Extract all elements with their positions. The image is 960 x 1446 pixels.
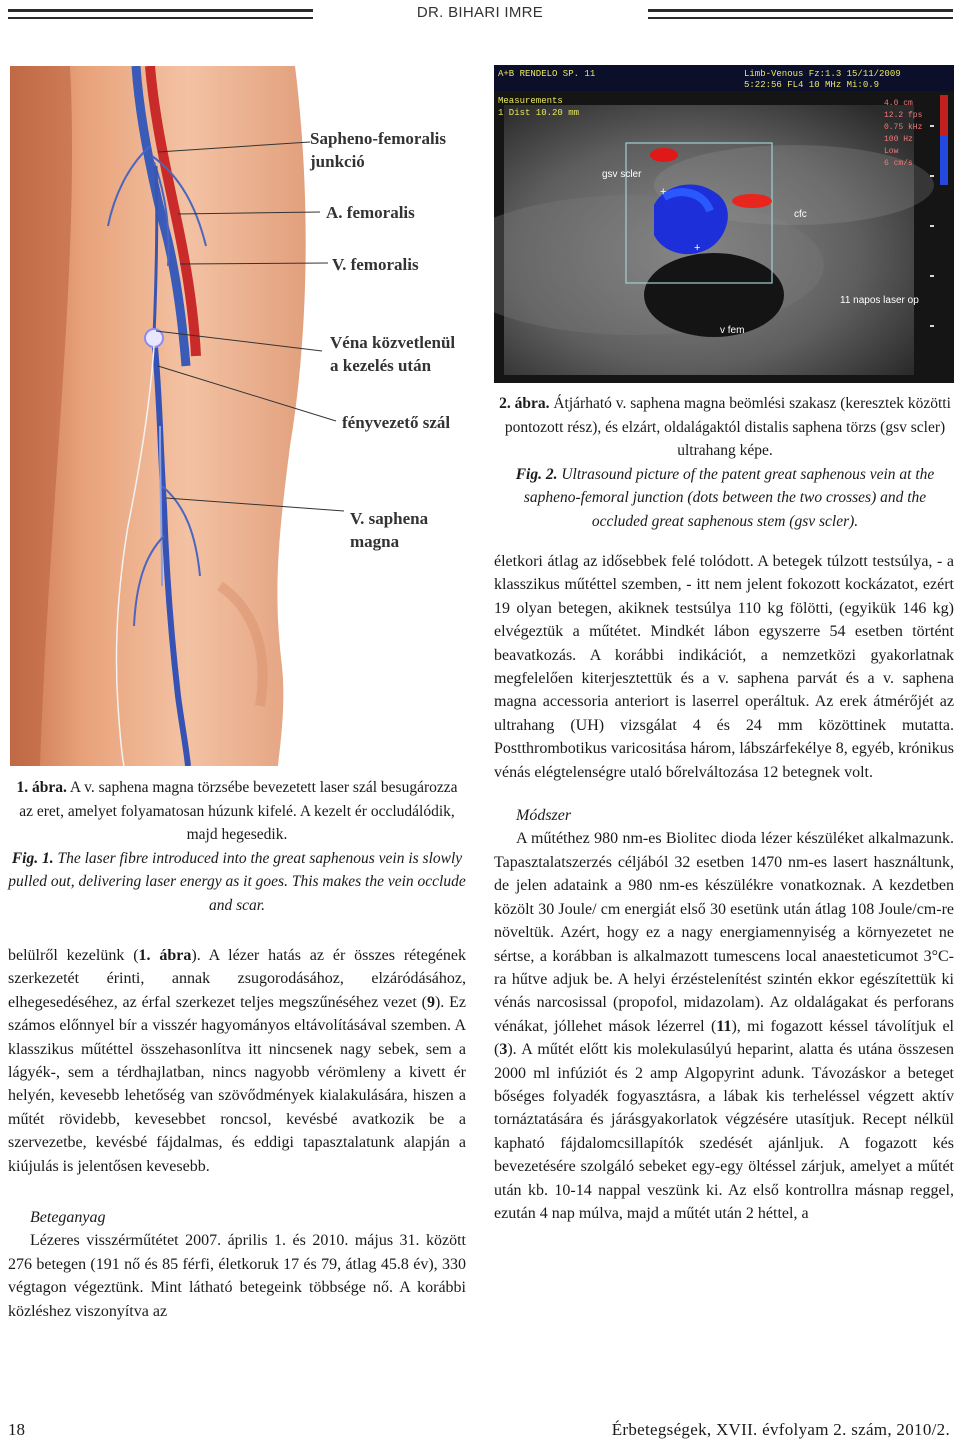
fig2-caption-en-label: Fig. 2. [515,465,558,483]
fig1-caption-en-label: Fig. 1. [11,849,54,867]
left-paragraph-2: Lézeres visszérműtétet 2007. április 1. és 2010. május 31. között 276 betegen (191 nő és 85 férfi, életkoruk 17 és 79, átlag 45.8 év), 330 végtagon végeztünk. Mint látható betegeink többsége nő. A korábbi közléshez viszonyítva az [8,1232,466,1320]
us-side-0: 4.0 cm [884,99,913,108]
label-v-saphena: V. saphena [350,509,429,528]
fig2-caption-hu: Átjárható v. saphena magna beömlési szakasz (keresztek közötti pontozott rész), és elzárt, oldalágaktól distalis saphena törzs (gsv scler) ultrahang képe. [504,395,951,459]
us-top-left: A+B RENDELO SP. 11 [498,69,596,79]
us-side-3: 100 Hz [884,135,913,144]
us-label-cfc: cfc [794,209,807,220]
us-top-right: Limb-Venous Fz:1.3 15/11/2009 [744,69,901,79]
fig1-caption-hu-label: 1. ábra. [16,779,67,796]
svg-text:+: + [694,242,701,254]
us-label-gsv: gsv scler [602,169,642,180]
section-heading-modszer: Módszer [516,807,572,825]
us-time: 5:22:56 FL4 10 MHz Mi:0.9 [744,80,880,90]
fig1-caption-en: The laser fibre introduced into the great saphenous vein is slowly pulled out, delivering laser energy as it goes. This makes the vein occlude and scar. [8,849,466,914]
left-paragraph-1: belülről kezelünk (1. ábra). A lézer hatás az ér összes rétegének szerkezetét érinti, annak zsugorodásához, elzáródásához, elhegesedéséhez, az érfal szerkezet teljes megszűnéséhez vezet (9). Ez számos előnnyel bír a visszér hagyományos eltávolításával szemben. A klasszikus műtéttel összehasonlítva itt nincsenek nagy sebek, sem a lágyék-, sem a térdhajlatban, nincs nagyobb vérömleny a kivett ér helyén, kevesebb lehetőség van szövődmények kialakulására, hiszen a műtét rövidebb, kevesebbet roncsol, kevésbé avatkozik be a szervezetbe, kevésbé fájdalmas, és eddigi tapasztalatunk alapján a kiújulás is jelentősen kevesebb. [8,947,467,1175]
citation-9: 9 [426,993,435,1011]
svg-text:+: + [660,186,667,198]
fig2-caption-hu-label: 2. ábra. [499,395,550,412]
right-column-text [494,550,954,1225]
citation-11: 11 [716,1017,732,1035]
journal-footer: Érbetegségek, XVII. évfolyam 2. szám, 2010/2. [611,1420,950,1439]
us-side-2: 0.75 kHz [884,123,923,132]
label-v-femoralis: V. femoralis [332,255,419,274]
left-column-text [8,944,466,1323]
us-side-4: Low [884,147,899,156]
us-dist: 1 Dist 10.20 mm [498,108,580,118]
citation-3: 3 [499,1041,508,1059]
header-rule-right-thin [648,17,953,19]
ref-figure-1: 1. ábra [138,947,192,964]
us-measurements: Measurements [498,96,563,106]
running-header: DR. BIHARI IMRE [416,4,544,21]
figure-1-caption [8,776,466,917]
figure-1-leg-illustration [10,66,490,766]
figure-2-ultrasound-image [494,65,954,383]
fig2-caption-en: Ultrasound picture of the patent great saphenous vein at the sapheno-femoral junction (dots between the two crosses) and the occluded great saphenous stem (gsv scler). [523,465,935,530]
label-fenyvezeto-szal: fényvezető szál [342,413,451,432]
us-note: 11 napos laser op [840,295,919,306]
label-a-femoralis: A. femoralis [326,203,415,222]
label-a-kezeles-utan: a kezelés után [330,356,432,375]
figure-2-caption [496,392,954,533]
fig1-caption-hu: A v. saphena magna törzsébe bevezetett laser szál besugározza az eret, amelyet folyamatosan húzunk kifelé. A kezelt ér occludálódik, majd hegesedik. [19,779,458,843]
label-vena-kozvetlenul: Véna közvetlenül [330,333,456,352]
us-label-vfem: v fem [720,325,745,336]
right-paragraph-2: A műtéthez 980 nm-es Biolitec dioda lézer készüléket alkalmazunk. Tapasztalatszerzés céljából 32 esetben 1470 nm-es lasert használtunk, de jelen adataink a 980 nm-es készülékre vonatkoznak. A kezdetben közölt 30 Joule/ cm energiát első 30 esetünk után átlag 108 Joule/cm-re növeltük. Azért, hogy ez a nagy energiamennyiség a környezetet ne sértse, a korábban is alkalmazott tumescens local anaesteticumot 3°C-ra hűtve adjuk be. A helyi érzéstelenítést szintén ekkor egészítettük ki vénás narcosissal (propofol, midazolam). Az oldalágakat és perforans vénákat, jóllehet mások lézerrel (11), mi fogazott késsel távolítjuk el (3). A műtét előtt kis molekulasúlyú heparint, alatta és utána összesen 2000 ml infúziót és 2 amp Algopyrint adunk. Távozáskor a beteget bőséges folyadék fogyasztásra, a lábak kis terheléssel végzett aktív tornáztatására és járásgyakorlatok végzésére utasítjuk. Recept nélkül kapható fájdalomcsillapítók szedését ajánljuk. A fogazott kés bevezetésére szolgáló sebeket egy-egy öltéssel zárjuk, amelyet a műtét után kb. 10-14 nappal veszünk ki. Az első kontrollra másnap reggel, ezután 4 nap múlva, majd a műtét után 2 héttel, a [494,830,954,1222]
page-number: 18 [8,1420,25,1439]
header-rule-right [648,9,953,12]
right-paragraph-1: életkori átlag az idősebbek felé tolódott. A betegek túlzott testsúlya, - a klasszikus műtéttel szemben, - itt nem jelent fokozott kockázatot, ezért 19 olyan betegen, akiknek testsúlya 110 kg fölötti, (egyikük 146 kg) elvégeztük a műtétet. Mindkét lábon egyszerre 54 esetben történt beavatkozás. A korábbi indikációt, a nemzetközi gyakorlatnak megfelelően kiterjesztettük és a v. saphena parvát és a v. saphena magna accessoria anteriort is laserrel operáltuk. Az erek átmérőjét az ultrahang (UH) vizsgálat 4 és 24 mm közöttinek mutatta. Postthrombotikus varicositása három, lábszárfekélye 8, egyéb, krónikus vénás elégtelenségre utaló bőrelváltozása 12 betegnek volt. [494,553,954,781]
label-junkcio: junkció [310,152,365,171]
us-side-1: 12.2 fps [884,111,923,120]
section-heading-beteganyag: Beteganyag [30,1209,106,1227]
us-side-5: 6 cm/s [884,159,913,168]
label-sapheno-femoralis: Sapheno-femoralis [310,129,446,148]
label-magna: magna [350,532,400,551]
